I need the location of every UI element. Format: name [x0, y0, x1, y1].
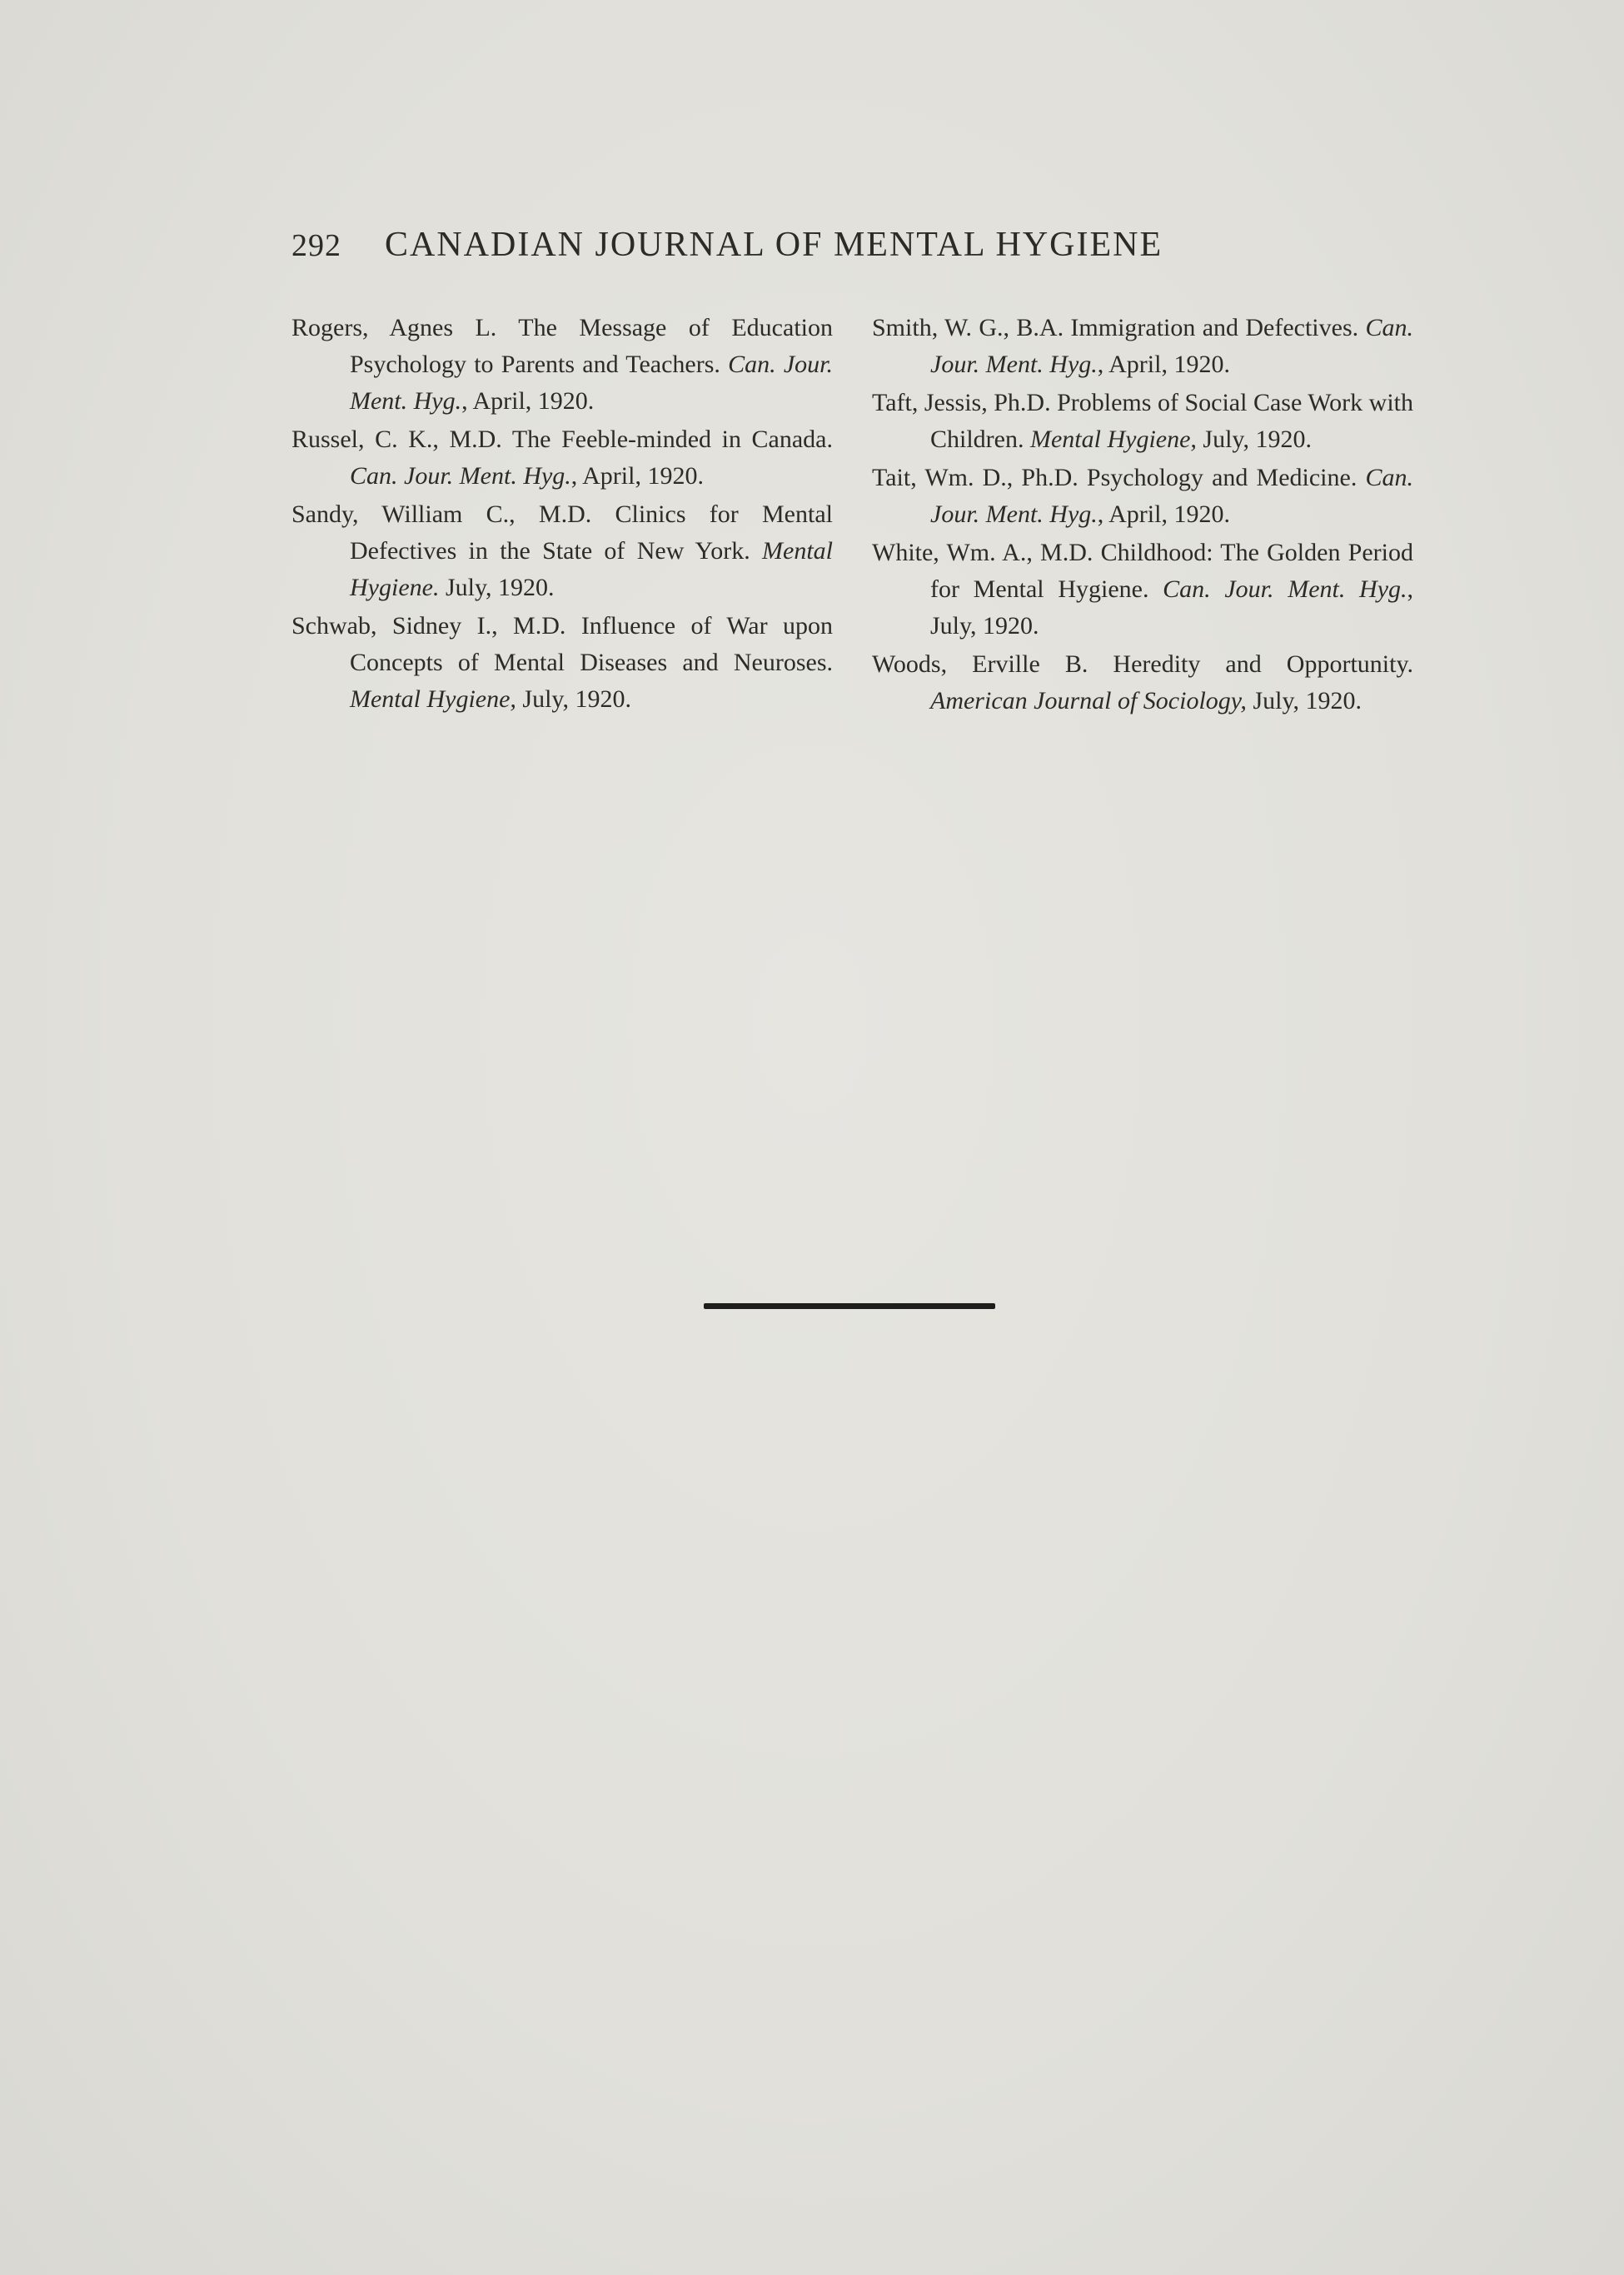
reference-date: July, 1920. — [516, 685, 631, 713]
reference-text: Smith, W. G., B.A. Immigration and Defectives. — [872, 314, 1366, 341]
reference-date: July, 1920. — [439, 574, 555, 601]
reference-entry-white — [872, 535, 1413, 645]
reference-text: Tait, Wm. D., Ph.D. Psychology and Medicine. — [872, 464, 1366, 491]
reference-date: , July, 1920. — [930, 575, 1414, 640]
reference-entry-russel — [291, 421, 833, 495]
reference-text: Russel, C. K., M.D. The Feeble-minded in Canada. — [291, 426, 833, 453]
section-end-rule — [704, 1303, 995, 1309]
reference-text: Sandy, William C., M.D. Clinics for Mental Defectives in the State of New York. — [291, 500, 833, 565]
reference-source: Can. Jour. Ment. Hyg. — [930, 464, 1413, 528]
reference-entry-schwab — [291, 608, 833, 718]
reference-text: White, Wm. A., M.D. Childhood: The Golden Period for Mental Hygiene. — [872, 539, 1413, 603]
page-number: 292 — [291, 228, 341, 263]
reference-source: Can. Jour. Ment. Hyg. — [350, 462, 571, 490]
running-header — [291, 225, 1291, 283]
reference-source: Mental Hygiene, — [350, 685, 516, 713]
reference-entry-sandy — [291, 496, 833, 606]
reference-entry-smith — [872, 310, 1413, 383]
reference-date: July, 1920. — [1246, 687, 1362, 714]
reference-source: Can. Jour. Ment. Hyg. — [930, 314, 1413, 378]
reference-entry-woods — [872, 646, 1413, 719]
reference-source: Can. Jour. Ment. Hyg. — [1163, 575, 1407, 603]
references-left-column — [291, 310, 833, 719]
reference-entry-taft — [872, 385, 1413, 458]
reference-date: , April, 1920. — [1097, 351, 1230, 378]
reference-source: American Journal of Sociology, — [930, 687, 1247, 714]
reference-text: Woods, Erville B. Heredity and Opportunity. — [872, 650, 1413, 678]
reference-text: Taft, Jessis, Ph.D. Problems of Social Case Work with Children. — [872, 389, 1413, 453]
reference-date: , April, 1920. — [461, 387, 595, 415]
journal-title: CANADIAN JOURNAL OF MENTAL HYGIENE — [385, 226, 1163, 264]
reference-source: Mental Hygiene, — [1030, 426, 1197, 453]
reference-date: , April, 1920. — [570, 462, 704, 490]
reference-entry-rogers — [291, 310, 833, 420]
reference-date: , April, 1920. — [1097, 500, 1230, 528]
reference-source: Mental Hygiene. — [350, 537, 833, 601]
reference-text: Rogers, Agnes L. The Message of Education Psychology to Parents and Teachers. — [291, 314, 833, 378]
references-right-column — [872, 310, 1413, 721]
reference-entry-tait — [872, 460, 1413, 533]
reference-date: July, 1920. — [1196, 426, 1312, 453]
reference-text: Schwab, Sidney I., M.D. Influence of War upon Concepts of Mental Diseases and Neuroses. — [291, 612, 833, 676]
reference-source: Can. Jour. Ment. Hyg. — [350, 351, 833, 415]
